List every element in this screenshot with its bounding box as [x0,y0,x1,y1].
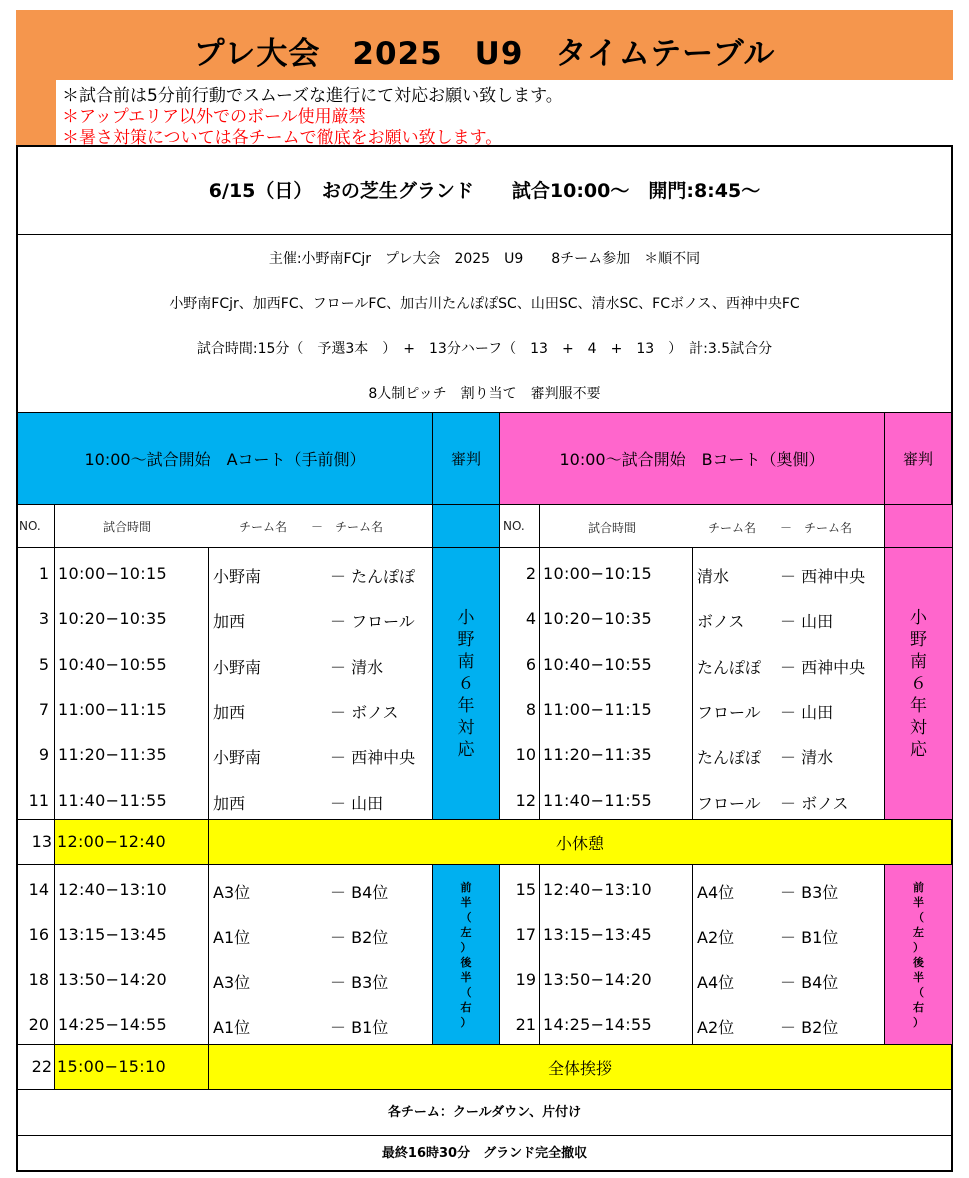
no-column [16,548,55,820]
referee-char: （ [913,910,924,924]
referee-char: 年 [910,695,927,716]
match-number: 5 [38,654,49,674]
match-number: 11 [28,790,49,810]
referee-char: ６ [910,673,927,694]
match-number: 13 [31,832,52,851]
team-away: － たんぽぽ [330,567,416,587]
team-away: － 山田 [780,612,834,632]
referee-char: 前 [913,880,924,894]
match-number: 3 [38,609,49,629]
match-time: 13:15−13:45 [58,925,167,944]
closing-label: 全体挨拶 [209,1045,953,1090]
referee-char: 野 [457,629,475,650]
no-column [16,1045,55,1090]
match-number: 21 [515,1015,536,1034]
match-time: 12:40−13:10 [543,880,652,899]
referee-char: ） [460,1015,472,1029]
match-number: 4 [525,609,536,629]
team-home: 加西 [213,612,246,632]
team-home: フロール [697,703,761,723]
referee-char: ） [460,940,472,954]
team-home: 小野南 [213,748,262,768]
referee-char: 後 [460,955,472,969]
note-line: ＊暑さ対策については各チームで徹底をお願い致します。 [62,128,503,148]
break-time-cell [55,820,209,865]
team-home: たんぽぽ [697,748,762,768]
referee-char: 半 [913,970,924,984]
court-b-referee-spacer [885,505,953,548]
team-home: 加西 [213,793,246,813]
match-time-line: 試合時間:15分（ 予選3本 ） + 13分ハーフ（ 13 + 4 + 13 ） 計:3.5試合分 [196,341,773,357]
notes-box [56,80,953,148]
event-info [16,235,953,413]
team-away: － 清水 [330,657,384,677]
col-header-no: NO. [500,505,540,548]
match-time: 10:00−10:15 [543,564,652,584]
note-line: ＊試合前は5分前行動でスムーズな進行にて対応お願い致します。 [62,86,563,106]
court-a-header: 10:00～試合開始 Aコート（手前側） [16,413,433,505]
team-away: － B3位 [780,883,839,902]
match-number: 9 [38,745,49,765]
team-away: － B4位 [330,883,389,902]
court-b-referee-1 [885,548,953,820]
page-title: プレ大会 2025 U9 タイムテーブル [193,36,776,72]
team-away: － B2位 [780,1018,839,1037]
team-away: － 西神中央 [780,657,866,677]
court-a-referee-1 [433,548,500,820]
team-away: － 西神中央 [330,748,416,768]
referee-char: 南 [910,651,927,672]
match-time: 13:50−14:20 [543,970,652,989]
team-home: A1位 [213,928,251,947]
referee-char: 右 [913,1000,924,1014]
referee-char: 左 [460,925,472,939]
match-time: 11:00−11:15 [543,700,652,720]
match-number: 17 [515,925,536,944]
no-column [16,820,55,865]
match-number: 14 [28,880,49,899]
col-header-teams: チーム名 － チーム名 [239,519,384,534]
match-time: 14:25−14:55 [543,1015,652,1034]
teams-column [693,548,885,820]
team-home: A4位 [697,883,735,902]
team-away: － B1位 [780,928,839,947]
court-b-referee-2 [885,865,953,1045]
match-time: 14:25−14:55 [58,1015,167,1034]
referee-char: 半 [460,970,472,984]
team-home: A2位 [697,928,735,947]
referee-char: 対 [457,717,475,738]
venue-line: 6/15（日） おの芝生グランド 試合10:00～ 開門:8:45～ [16,147,953,235]
match-number: 2 [525,564,536,584]
court-b-referee-header: 審判 [885,413,953,505]
team-away: － 山田 [780,703,834,723]
match-time: 11:40−11:55 [58,790,167,810]
team-home: A1位 [213,1018,251,1037]
match-time: 11:20−11:35 [58,745,167,765]
col-header-time: 試合時間 [103,519,152,534]
closing-time-cell [55,1045,209,1090]
match-time: 11:20−11:35 [543,745,652,765]
team-away: － 清水 [780,748,834,768]
team-home: フロール [697,793,761,813]
match-number: 10 [515,745,536,765]
match-number: 22 [31,1057,52,1076]
match-time: 13:15−13:45 [543,925,652,944]
match-time: 10:40−10:55 [543,654,652,674]
team-away: － B3位 [330,973,389,992]
referee-vertical-text [907,607,931,761]
court-a-referee-2 [433,865,500,1045]
referee-char: ） [913,1015,924,1029]
match-number: 7 [38,700,49,720]
referee-char: 南 [457,651,475,672]
referee-char: （ [460,985,472,999]
match-number: 16 [28,925,49,944]
team-away: － B4位 [780,973,839,992]
referee-char: 小 [457,607,475,628]
referee-char: （ [460,910,472,924]
referee-char: 対 [910,717,927,738]
organizer-line: 主催:小野南FCjr プレ大会 2025 U9 8チーム参加 ＊順不同 [268,251,701,267]
col-header-a [55,505,433,548]
match-time: 10:40−10:55 [58,654,167,674]
note-line: ＊アップエリア以外でのボール使用厳禁 [62,107,366,127]
match-number: 12 [515,790,536,810]
referee-char: （ [913,985,924,999]
team-home: A3位 [213,883,251,902]
team-home: 清水 [697,567,730,587]
referee-char: 後 [913,955,924,969]
referee-vertical-text [911,880,927,1030]
match-number: 1 [38,564,49,584]
break-label: 小休憩 [209,820,953,865]
team-home: 小野南 [213,657,262,677]
match-time: 12:40−13:10 [58,880,167,899]
referee-char: 野 [910,629,927,650]
time-column [540,548,693,820]
referee-char: 左 [913,925,924,939]
referee-vertical-text [458,880,474,1030]
footer-withdrawal: 最終16時30分 グランド完全撤収 [381,1146,588,1161]
team-home: 加西 [213,703,246,723]
referee-char: ６ [457,673,475,694]
col-header-time: 試合時間 [588,521,637,535]
referee-char: 半 [913,895,924,909]
team-away: － ボノス [780,793,849,813]
no-column [500,548,540,820]
time-column [55,548,209,820]
team-home: A4位 [697,973,735,992]
match-number: 15 [515,880,536,899]
referee-char: 応 [910,739,927,760]
team-away: － ボノス [330,703,399,723]
court-a-referee-spacer [433,505,500,548]
footer-cooldown: 各チーム：クールダウン、片付け [16,1090,953,1136]
team-home: たんぽぽ [697,657,762,677]
match-number: 19 [515,970,536,989]
match-time: 10:20−10:35 [543,609,652,629]
match-number: 6 [525,654,536,674]
match-time: 10:00−10:15 [58,564,167,584]
col-header-teams: チーム名 － チーム名 [708,521,853,535]
referee-char: ） [913,940,924,954]
team-away: － 山田 [330,793,384,813]
referee-char: 半 [460,895,472,909]
teams-line: 小野南FCjr、加西FC、フロールFC、加古川たんぽぽSC、山田SC、清水SC、FCボノス、西神中央FC [169,296,800,312]
court-a-referee-header: 審判 [433,413,500,505]
team-away: － B1位 [330,1018,389,1037]
team-home: A3位 [213,973,251,992]
col-header-b [540,505,885,548]
match-number: 8 [525,700,536,720]
match-time: 10:20−10:35 [58,609,167,629]
team-home: A2位 [697,1018,735,1037]
referee-char: 小 [910,607,927,628]
teams-column [209,548,433,820]
referee-char: 右 [460,1000,472,1014]
match-time: 11:00−11:15 [58,700,167,720]
team-home: ボノス [697,612,745,632]
team-home: 小野南 [213,567,262,587]
break-time: 12:00−12:40 [57,832,166,851]
match-time: 13:50−14:20 [58,970,167,989]
match-number: 20 [28,1015,49,1034]
title-banner [16,10,953,148]
match-time: 11:40−11:55 [543,790,652,810]
closing-time: 15:00−15:10 [57,1057,166,1076]
court-b-header: 10:00～試合開始 Bコート（奥側） [500,413,885,505]
team-away: － 西神中央 [780,567,866,587]
referee-vertical-text [454,607,478,761]
col-header-no: NO. [16,505,55,548]
referee-char: 前 [460,880,472,894]
team-away: － B2位 [330,928,389,947]
match-number: 18 [28,970,49,989]
referee-char: 年 [457,695,475,716]
team-away: － フロール [330,612,415,632]
referee-char: 応 [457,739,475,760]
pitch-line: 8人制ピッチ 割り当て 審判服不要 [368,386,601,402]
